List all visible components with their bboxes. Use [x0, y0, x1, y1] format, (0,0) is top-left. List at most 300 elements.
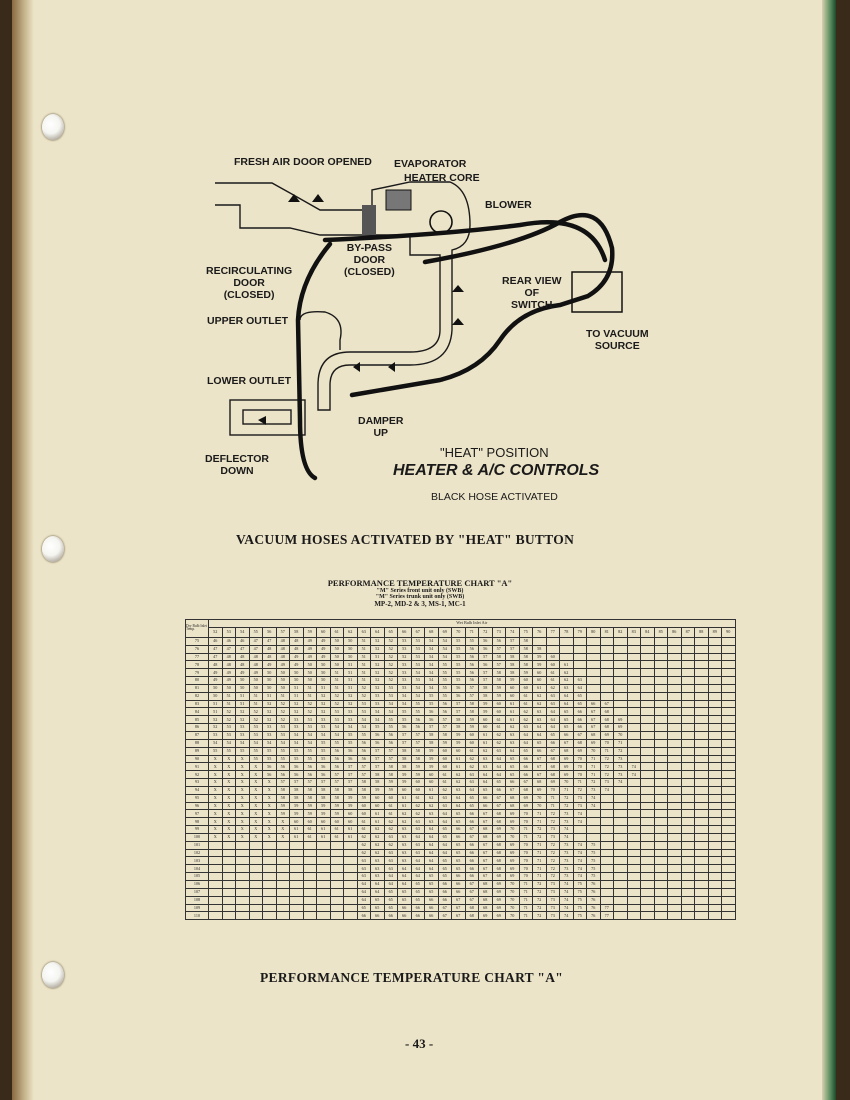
table-cell: 48 — [236, 661, 250, 669]
table-cell — [546, 637, 560, 645]
table-cell: 50 — [290, 677, 304, 685]
table-cell: 68 — [600, 708, 614, 716]
table-cell — [222, 841, 236, 849]
table-cell: 54 — [438, 637, 452, 645]
table-cell: 57 — [303, 779, 317, 787]
table-cell: 56 — [492, 637, 506, 645]
table-cell: 64 — [479, 771, 493, 779]
table-cell: 59 — [317, 802, 331, 810]
table-cell — [600, 818, 614, 826]
column-header: 68 — [425, 627, 439, 637]
table-cell: X — [222, 802, 236, 810]
table-cell: 61 — [344, 826, 358, 834]
table-cell — [614, 826, 628, 834]
table-cell: 65 — [438, 833, 452, 841]
table-cell — [209, 912, 223, 920]
table-cell: X — [236, 802, 250, 810]
column-header: 89 — [708, 627, 722, 637]
dry-bulb-temp: 91 — [186, 763, 209, 771]
table-cell: 65 — [411, 881, 425, 889]
table-cell — [330, 881, 344, 889]
table-cell — [560, 645, 574, 653]
table-cell: 67 — [600, 700, 614, 708]
page-number: - 43 - — [405, 1036, 434, 1051]
table-cell — [303, 912, 317, 920]
table-cell — [668, 747, 682, 755]
table-cell: 64 — [519, 739, 533, 747]
table-cell: 74 — [573, 857, 587, 865]
table-cell — [641, 841, 655, 849]
table-cell — [249, 912, 263, 920]
table-cell: 61 — [546, 669, 560, 677]
label-fresh-air-door: FRESH AIR DOOR OPENED — [234, 156, 372, 168]
table-cell: 54 — [425, 677, 439, 685]
table-cell — [614, 794, 628, 802]
table-cell — [654, 653, 668, 661]
table-cell — [249, 873, 263, 881]
column-header: 75 — [519, 627, 533, 637]
table-cell: 59 — [452, 739, 466, 747]
table-cell: 61 — [452, 755, 466, 763]
table-cell: 68 — [587, 731, 601, 739]
table-cell: 52 — [317, 708, 331, 716]
column-header: 58 — [290, 627, 304, 637]
dry-bulb-temp: 108 — [186, 896, 209, 904]
table-cell: 54 — [276, 739, 290, 747]
table-cell — [708, 716, 722, 724]
table-cell: 65 — [425, 881, 439, 889]
table-cell: 62 — [519, 708, 533, 716]
table-cell: 55 — [276, 755, 290, 763]
table-cell — [695, 818, 709, 826]
table-cell — [695, 888, 709, 896]
table-cell — [614, 904, 628, 912]
table-cell — [641, 716, 655, 724]
table-cell — [654, 763, 668, 771]
table-cell — [614, 708, 628, 716]
table-cell: 56 — [371, 739, 385, 747]
table-cell — [209, 841, 223, 849]
table-cell: 57 — [506, 637, 520, 645]
table-cell: 53 — [222, 724, 236, 732]
table-cell: 69 — [506, 810, 520, 818]
table-cell: 55 — [249, 755, 263, 763]
table-cell: 67 — [479, 857, 493, 865]
table-cell — [641, 692, 655, 700]
table-row — [186, 677, 736, 685]
table-cell: 59 — [492, 684, 506, 692]
table-cell: 60 — [519, 677, 533, 685]
table-cell — [303, 841, 317, 849]
table-cell — [600, 865, 614, 873]
table-cell — [600, 661, 614, 669]
table-cell: 55 — [236, 747, 250, 755]
table-cell: 70 — [506, 896, 520, 904]
table-cell — [560, 653, 574, 661]
table-cell — [722, 810, 736, 818]
table-cell — [600, 692, 614, 700]
table-cell: 67 — [479, 841, 493, 849]
table-cell: 48 — [209, 661, 223, 669]
table-cell: 74 — [560, 896, 574, 904]
table-cell: 65 — [425, 873, 439, 881]
table-cell — [627, 888, 641, 896]
dry-bulb-temp: 99 — [186, 826, 209, 834]
table-row — [186, 716, 736, 724]
table-cell: 51 — [222, 700, 236, 708]
table-cell — [614, 786, 628, 794]
table-cell: 59 — [411, 763, 425, 771]
table-cell: 67 — [533, 763, 547, 771]
table-cell: 66 — [465, 865, 479, 873]
table-cell — [263, 888, 277, 896]
table-cell: 66 — [452, 873, 466, 881]
table-cell: 60 — [411, 786, 425, 794]
table-cell: 64 — [411, 857, 425, 865]
table-cell: 60 — [519, 684, 533, 692]
table-cell — [303, 873, 317, 881]
table-cell — [614, 841, 628, 849]
table-cell — [695, 653, 709, 661]
table-cell — [627, 810, 641, 818]
column-header: 80 — [587, 627, 601, 637]
table-cell: 54 — [357, 724, 371, 732]
table-cell: 56 — [465, 677, 479, 685]
dry-bulb-temp: 76 — [186, 645, 209, 653]
table-cell — [614, 700, 628, 708]
column-header: 55 — [249, 627, 263, 637]
table-cell: 55 — [438, 669, 452, 677]
table-cell: 76 — [587, 888, 601, 896]
table-cell: 61 — [384, 810, 398, 818]
table-cell: 67 — [465, 881, 479, 889]
table-cell — [668, 849, 682, 857]
table-cell — [695, 841, 709, 849]
table-cell: 57 — [465, 684, 479, 692]
table-cell: 53 — [263, 724, 277, 732]
table-cell — [681, 865, 695, 873]
table-cell: 71 — [519, 881, 533, 889]
table-cell — [695, 645, 709, 653]
table-cell: 70 — [560, 779, 574, 787]
table-cell: 50 — [344, 653, 358, 661]
table-cell: 73 — [560, 841, 574, 849]
table-cell: 61 — [371, 810, 385, 818]
table-cell: 52 — [371, 661, 385, 669]
table-cell: 70 — [519, 865, 533, 873]
table-cell — [627, 677, 641, 685]
dry-bulb-temp: 80 — [186, 677, 209, 685]
table-cell: 49 — [236, 669, 250, 677]
table-cell — [614, 833, 628, 841]
column-header: 61 — [330, 627, 344, 637]
table-cell — [668, 669, 682, 677]
table-cell: 54 — [384, 700, 398, 708]
table-cell — [614, 896, 628, 904]
dry-bulb-temp: 110 — [186, 912, 209, 920]
table-cell: 58 — [384, 763, 398, 771]
table-cell: 58 — [276, 786, 290, 794]
table-cell — [276, 881, 290, 889]
table-cell — [627, 904, 641, 912]
table-cell — [290, 849, 304, 857]
table-cell: 60 — [425, 771, 439, 779]
table-row — [186, 771, 736, 779]
table-cell — [317, 912, 331, 920]
table-cell — [708, 833, 722, 841]
table-cell: 54 — [425, 645, 439, 653]
table-cell: 55 — [425, 700, 439, 708]
table-row — [186, 873, 736, 881]
table-cell: 58 — [438, 731, 452, 739]
table-cell: 63 — [546, 692, 560, 700]
table-cell: 58 — [479, 684, 493, 692]
table-cell: 63 — [384, 865, 398, 873]
caption-performance-chart: PERFORMANCE TEMPERATURE CHART "A" — [260, 970, 564, 985]
table-cell: 72 — [546, 857, 560, 865]
table-cell: 51 — [344, 677, 358, 685]
table-cell: 67 — [452, 912, 466, 920]
table-cell: 58 — [492, 677, 506, 685]
table-row — [186, 661, 736, 669]
table-cell: 47 — [263, 637, 277, 645]
table-cell: 63 — [398, 833, 412, 841]
table-cell — [344, 849, 358, 857]
table-cell: 54 — [398, 692, 412, 700]
table-cell — [290, 912, 304, 920]
table-cell: 50 — [249, 677, 263, 685]
table-cell: 55 — [290, 747, 304, 755]
table-cell: 61 — [303, 826, 317, 834]
table-cell — [695, 857, 709, 865]
column-header: 86 — [668, 627, 682, 637]
table-cell — [695, 802, 709, 810]
table-cell — [722, 684, 736, 692]
table-cell — [668, 779, 682, 787]
table-cell: 59 — [330, 802, 344, 810]
table-cell — [263, 841, 277, 849]
table-cell: 57 — [479, 669, 493, 677]
table-cell: 64 — [357, 888, 371, 896]
table-cell: 67 — [506, 786, 520, 794]
table-cell: 55 — [276, 747, 290, 755]
table-cell: 67 — [438, 912, 452, 920]
table-cell: 66 — [519, 763, 533, 771]
table-cell: 49 — [209, 677, 223, 685]
table-row — [186, 888, 736, 896]
table-cell: 66 — [492, 786, 506, 794]
table-cell: 62 — [560, 669, 574, 677]
column-header: 71 — [465, 627, 479, 637]
table-cell: X — [236, 779, 250, 787]
table-cell: 73 — [546, 888, 560, 896]
table-cell — [263, 896, 277, 904]
table-cell — [236, 904, 250, 912]
table-cell: 68 — [492, 841, 506, 849]
table-cell — [330, 896, 344, 904]
table-cell: 52 — [384, 669, 398, 677]
table-cell — [209, 849, 223, 857]
table-cell: 71 — [600, 747, 614, 755]
table-cell — [614, 661, 628, 669]
table-cell — [290, 896, 304, 904]
table-cell — [614, 684, 628, 692]
table-cell — [708, 912, 722, 920]
table-cell: 56 — [263, 771, 277, 779]
table-cell: 69 — [492, 912, 506, 920]
table-cell: 62 — [492, 739, 506, 747]
table-cell: 71 — [519, 888, 533, 896]
column-header: 57 — [276, 627, 290, 637]
table-cell: 56 — [384, 731, 398, 739]
table-cell: 53 — [290, 716, 304, 724]
table-cell — [708, 700, 722, 708]
table-cell — [627, 755, 641, 763]
table-cell: 59 — [330, 810, 344, 818]
table-cell: X — [209, 810, 223, 818]
table-cell: 54 — [236, 739, 250, 747]
table-cell: 62 — [533, 700, 547, 708]
table-cell: 55 — [452, 669, 466, 677]
table-cell — [708, 802, 722, 810]
table-cell — [641, 747, 655, 755]
table-cell: 59 — [425, 755, 439, 763]
table-cell — [600, 888, 614, 896]
table-cell — [276, 896, 290, 904]
table-cell: 49 — [222, 677, 236, 685]
label-upper-outlet: UPPER OUTLET — [207, 315, 289, 327]
table-cell: 59 — [384, 779, 398, 787]
table-cell: 54 — [425, 661, 439, 669]
table-cell: 63 — [546, 700, 560, 708]
table-cell: 58 — [479, 692, 493, 700]
table-cell — [236, 857, 250, 865]
table-cell: 65 — [384, 896, 398, 904]
table-cell — [303, 857, 317, 865]
table-cell: 73 — [560, 865, 574, 873]
table-cell: X — [209, 779, 223, 787]
table-cell: 56 — [344, 747, 358, 755]
table-cell: 58 — [371, 779, 385, 787]
table-cell: 55 — [438, 684, 452, 692]
table-cell: 73 — [560, 818, 574, 826]
table-cell: 71 — [533, 873, 547, 881]
table-cell — [614, 849, 628, 857]
dry-bulb-temp: 106 — [186, 881, 209, 889]
table-cell — [654, 857, 668, 865]
table-cell — [330, 857, 344, 865]
table-cell — [695, 896, 709, 904]
table-cell — [627, 833, 641, 841]
table-cell: 63 — [465, 779, 479, 787]
table-cell — [668, 677, 682, 685]
table-cell: 58 — [398, 763, 412, 771]
binder-hole — [42, 536, 64, 562]
table-cell: 68 — [465, 904, 479, 912]
table-cell: 61 — [398, 802, 412, 810]
table-cell: 57 — [344, 771, 358, 779]
table-cell: 51 — [317, 684, 331, 692]
table-cell: 54 — [357, 716, 371, 724]
table-cell — [681, 700, 695, 708]
table-cell — [695, 755, 709, 763]
label-blower: BLOWER — [485, 199, 532, 211]
table-cell — [344, 873, 358, 881]
table-cell: 57 — [465, 692, 479, 700]
table-cell: 62 — [384, 841, 398, 849]
table-cell — [209, 865, 223, 873]
table-cell: 61 — [506, 708, 520, 716]
table-cell — [695, 637, 709, 645]
table-cell — [708, 810, 722, 818]
table-cell: 67 — [533, 755, 547, 763]
table-cell: X — [222, 833, 236, 841]
table-cell: 53 — [317, 716, 331, 724]
table-cell: 48 — [276, 653, 290, 661]
table-cell — [627, 653, 641, 661]
table-cell: 52 — [290, 708, 304, 716]
table-cell: 55 — [452, 645, 466, 653]
table-cell — [681, 692, 695, 700]
table-cell: 60 — [452, 747, 466, 755]
table-cell: 69 — [506, 857, 520, 865]
table-cell: 55 — [290, 755, 304, 763]
table-cell: 59 — [357, 794, 371, 802]
table-cell: 63 — [479, 755, 493, 763]
table-cell — [654, 669, 668, 677]
table-cell: X — [263, 786, 277, 794]
table-cell: 66 — [573, 724, 587, 732]
table-cell: 49 — [303, 653, 317, 661]
table-cell: 52 — [384, 637, 398, 645]
table-cell: 62 — [357, 841, 371, 849]
table-cell: 50 — [249, 684, 263, 692]
table-cell: 53 — [222, 731, 236, 739]
table-cell: 46 — [222, 637, 236, 645]
table-cell: 75 — [587, 849, 601, 857]
table-cell: 71 — [546, 802, 560, 810]
table-cell: 72 — [560, 802, 574, 810]
caption-vacuum-hoses: VACUUM HOSES ACTIVATED BY "HEAT" BUTTON — [236, 532, 575, 547]
table-cell — [708, 841, 722, 849]
table-cell — [222, 881, 236, 889]
column-header: 81 — [600, 627, 614, 637]
table-cell: 54 — [425, 653, 439, 661]
table-cell: X — [222, 818, 236, 826]
table-cell: 47 — [249, 637, 263, 645]
table-cell: 74 — [573, 841, 587, 849]
table-cell: 59 — [398, 771, 412, 779]
table-cell: 60 — [438, 755, 452, 763]
table-cell: 73 — [560, 857, 574, 865]
table-cell — [681, 724, 695, 732]
table-cell: 65 — [371, 896, 385, 904]
table-cell: 53 — [411, 653, 425, 661]
table-cell: 63 — [560, 684, 574, 692]
table-cell — [654, 708, 668, 716]
table-cell: 63 — [398, 826, 412, 834]
table-cell: 54 — [330, 731, 344, 739]
table-cell: 54 — [438, 653, 452, 661]
table-cell: 65 — [519, 747, 533, 755]
table-cell: 69 — [533, 786, 547, 794]
table-cell: 63 — [492, 747, 506, 755]
table-cell: 71 — [533, 857, 547, 865]
table-cell — [681, 826, 695, 834]
table-cell — [722, 716, 736, 724]
table-cell — [317, 896, 331, 904]
table-cell: 54 — [425, 684, 439, 692]
